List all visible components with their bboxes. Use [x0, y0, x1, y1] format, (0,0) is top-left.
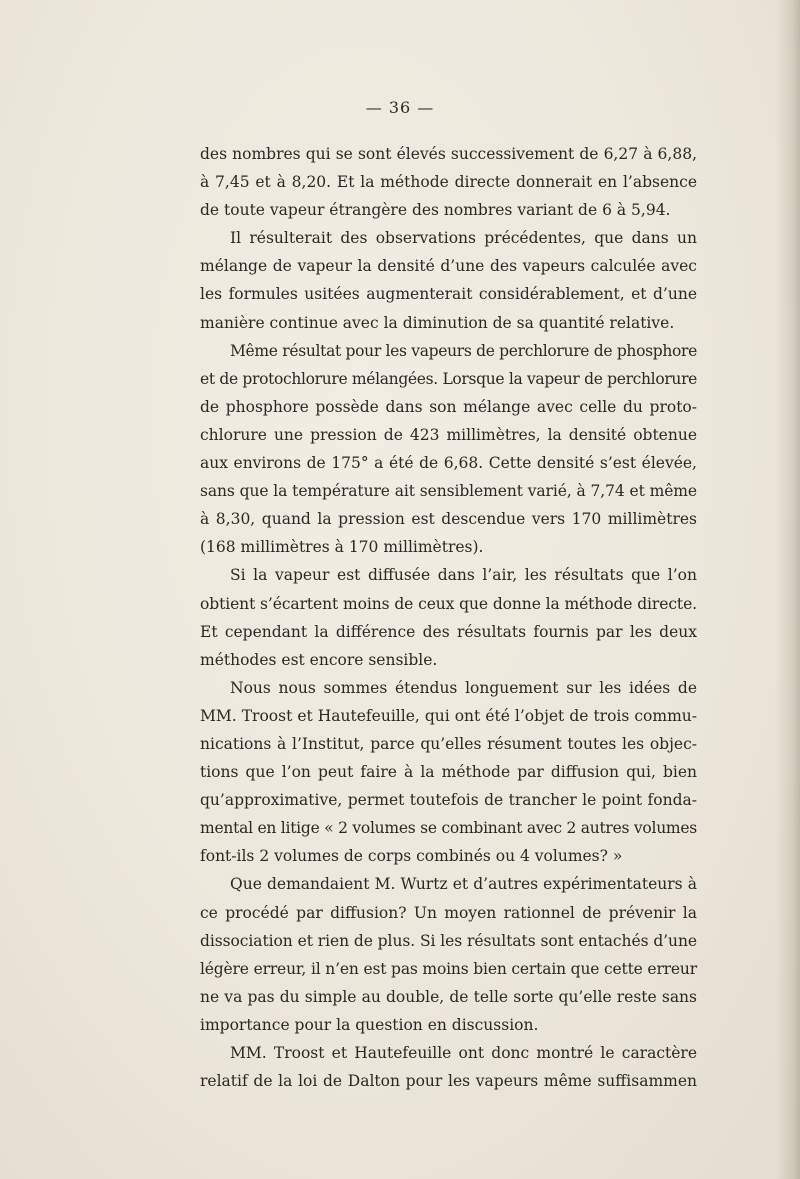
text-line: ne va pas du simple au double, de telle sorte qu’elle reste sans	[200, 987, 697, 1006]
text-line: dissociation et rien de plus. Si les résultats sont entachés d’une	[200, 931, 697, 950]
text-line: de phosphore possède dans son mélange avec celle du proto-	[200, 397, 697, 416]
text-line: MM. Troost et Hautefeuille, qui ont été l’objet de trois commu-	[200, 706, 697, 725]
text-line: nications à l’Institut, parce qu’elles résument toutes les objec-	[200, 734, 697, 753]
text-line: mélange de vapeur la densité d’une des vapeurs calculée avec	[200, 257, 697, 276]
page-number: — 36 —	[365, 98, 435, 117]
text-line: Nous nous sommes étendus longuement sur les idées de	[230, 678, 697, 697]
text-line: relatif de la loi de Dalton pour les vapeurs même suffisammen	[200, 1072, 697, 1091]
body-text	[200, 140, 697, 1095]
text-line: mental en litige « 2 volumes se combinant avec 2 autres volumes	[200, 819, 697, 838]
text-line: et de protochlorure mélangées. Lorsque la vapeur de perchlorure	[200, 369, 697, 388]
text-line: font-ils 2 volumes de corps combinés ou 4 volumes? »	[200, 847, 623, 866]
text-line: obtient s’écartent moins de ceux que donne la méthode directe.	[200, 594, 697, 613]
text-line: méthodes est encore sensible.	[200, 650, 438, 669]
text-line: importance pour la question en discussion.	[200, 1015, 539, 1034]
text-line: manière continue avec la diminution de sa quantité relative.	[200, 313, 675, 332]
text-line: MM. Troost et Hautefeuille ont donc montré le caractère	[230, 1044, 697, 1062]
text-line: de toute vapeur étrangère des nombres variant de 6 à 5,94.	[200, 201, 671, 220]
page-edge-shadow	[776, 0, 800, 1179]
text-line: tions que l’on peut faire à la méthode par diffusion qui, bien	[200, 763, 697, 782]
text-line: sans que la température ait sensiblement varié, à 7,74 et même	[200, 482, 697, 501]
text-line: Même résultat pour les vapeurs de perchlorure de phosphore	[230, 341, 697, 360]
text-line: Si la vapeur est diffusée dans l’air, les résultats que l’on	[230, 566, 697, 585]
text-line: à 8,30, quand la pression est descendue vers 170 millimètres	[200, 510, 697, 529]
text-line: Il résulterait des observations précédentes, que dans un	[230, 229, 697, 248]
text-line: Et cependant la différence des résultats fournis par les deux	[200, 622, 697, 641]
text-line: chlorure une pression de 423 millimètres, la densité obtenue	[200, 425, 697, 444]
text-line: ce procédé par diffusion? Un moyen rationnel de prévenir la	[200, 903, 697, 922]
text-line: les formules usitées augmenterait considérablement, et d’une	[200, 285, 697, 304]
text-line: qu’approximative, permet toutefois de trancher le point fonda-	[200, 791, 697, 810]
text-line: des nombres qui se sont élevés successivement de 6,27 à 6,88,	[200, 145, 697, 163]
text-line: Que demandaient M. Wurtz et d’autres expérimentateurs à	[230, 875, 697, 894]
text-line: (168 millimètres à 170 millimètres).	[200, 538, 484, 557]
text-line: légère erreur, il n’en est pas moins bien certain que cette erreur	[200, 959, 697, 978]
text-line: aux environs de 175° a été de 6,68. Cette densité s’est élevée,	[200, 454, 697, 473]
text-line: à 7,45 et à 8,20. Et la méthode directe donnerait en l’absence	[200, 173, 697, 192]
